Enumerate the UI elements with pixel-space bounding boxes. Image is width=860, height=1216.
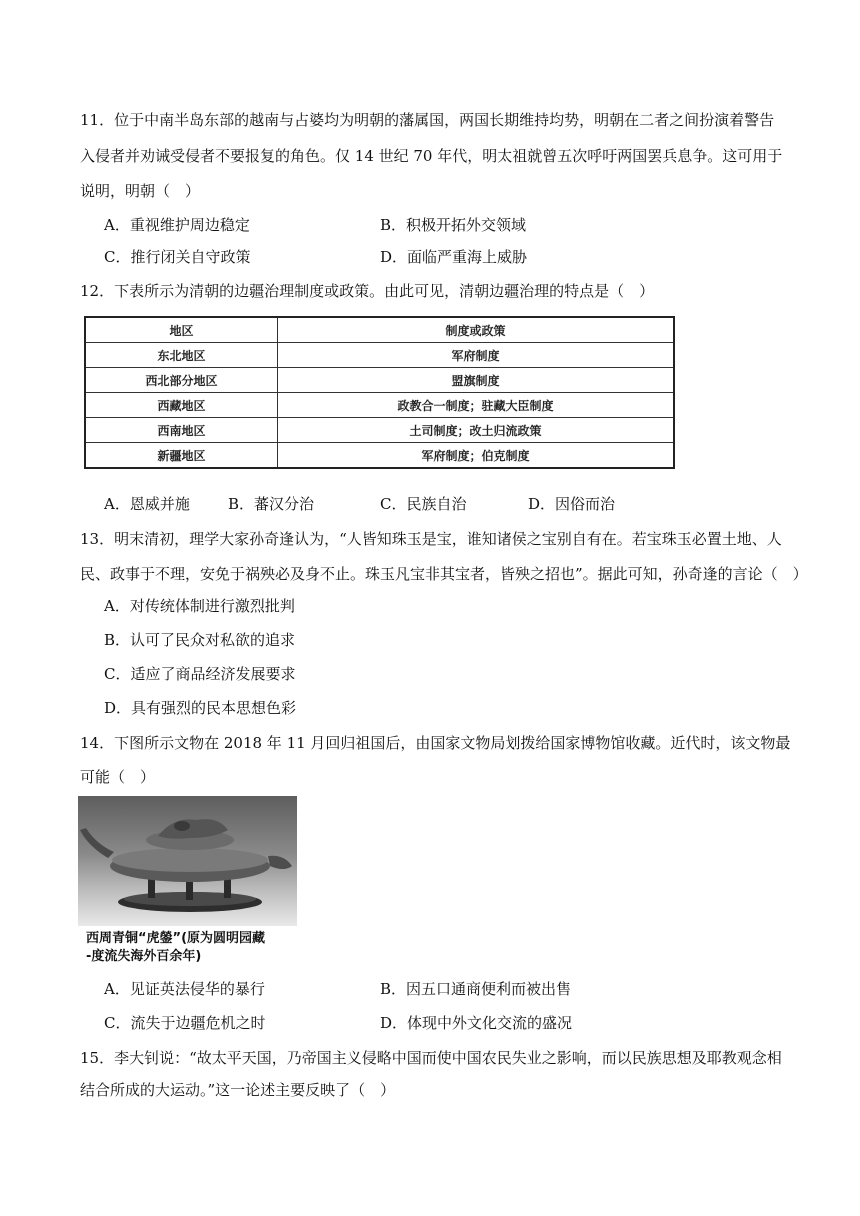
q13-option-a: A．对传统体制进行激烈批判 bbox=[104, 597, 295, 615]
table-cell-policy: 军府制度；伯克制度 bbox=[278, 443, 675, 469]
q15-stem-line-2: 结合所成的大运动。”这一论述主要反映了（ ） bbox=[80, 1081, 396, 1099]
q11-option-d: D．面临严重海上威胁 bbox=[380, 248, 528, 266]
table-row bbox=[85, 343, 674, 368]
table-cell-policy: 军府制度 bbox=[278, 343, 675, 368]
q12-option-d: D．因俗而治 bbox=[528, 495, 616, 513]
table-row bbox=[85, 443, 674, 469]
table-cell-policy: 土司制度；改土归流政策 bbox=[278, 418, 675, 443]
q12-stem-line-1: 12．下表所示为清朝的边疆治理制度或政策。由此可见，清朝边疆治理的特点是（ ） bbox=[80, 282, 655, 300]
q11-option-a: A．重视维护周边稳定 bbox=[104, 216, 250, 234]
table-cell-region: 西北部分地区 bbox=[85, 368, 278, 393]
table-header-policy: 制度或政策 bbox=[278, 317, 675, 343]
table-cell-region: 新疆地区 bbox=[85, 443, 278, 469]
q15-stem-line-1: 15．李大钊说：“故太平天国，乃帝国主义侵略中国而使中国农民失业之影响，而以民族思想及耶教观念相 bbox=[80, 1049, 782, 1067]
figure-caption-line-1: 西周青铜“虎鎣”(原为圆明园藏 bbox=[86, 931, 266, 946]
q13-stem-line-1: 13．明末清初，理学大家孙奇逢认为，“人皆知珠玉是宝，谁知诸侯之宝别自有在。若宝珠玉必置土地、人 bbox=[80, 530, 782, 548]
table-header-region: 地区 bbox=[85, 317, 278, 343]
q11-stem-line-2: 入侵者并劝诫受侵者不要报复的角色。仅 14 世纪 70 年代，明太祖就曾五次呼吁两国罢兵息争。这可用于 bbox=[80, 147, 783, 165]
q14-stem-line-1: 14．下图所示文物在 2018 年 11 月回归祖国后，由国家文物局划拨给国家博物馆收藏。近代时，该文物最 bbox=[80, 734, 791, 752]
q13-option-c: C．适应了商品经济发展要求 bbox=[104, 665, 296, 683]
q14-option-a: A．见证英法侵华的暴行 bbox=[104, 980, 265, 998]
table-cell-region: 西南地区 bbox=[85, 418, 278, 443]
table-header-row bbox=[85, 317, 674, 343]
table-row bbox=[85, 418, 674, 443]
q12-option-a: A．恩威并施 bbox=[104, 495, 190, 513]
figure-caption-line-2: -度流失海外百余年) bbox=[86, 949, 202, 964]
table-row bbox=[85, 393, 674, 418]
q14-option-d: D．体现中外文化交流的盛况 bbox=[380, 1014, 573, 1032]
table-cell-policy: 盟旗制度 bbox=[278, 368, 675, 393]
table-row bbox=[85, 368, 674, 393]
q11-option-c: C．推行闭关自守政策 bbox=[104, 248, 251, 266]
q14-option-c: C．流失于边疆危机之时 bbox=[104, 1014, 266, 1032]
q13-option-b: B．认可了民众对私欲的追求 bbox=[104, 631, 296, 649]
q11-option-b: B．积极开拓外交领域 bbox=[380, 216, 527, 234]
bronze-tiger-ying-photo bbox=[78, 796, 297, 926]
q11-stem-line-3: 说明，明朝（ ） bbox=[80, 182, 201, 200]
bronze-vessel-image bbox=[78, 796, 297, 926]
q14-option-b: B．因五口通商便利而被出售 bbox=[380, 980, 572, 998]
q12-option-c: C．民族自治 bbox=[380, 495, 467, 513]
q13-stem-line-2: 民、政事于不理，安免于祸殃必及身不止。珠玉凡宝非其宝者，皆殃之招也”。据此可知，孙奇逢的言论（ ） bbox=[80, 565, 808, 583]
governance-table bbox=[84, 316, 675, 469]
table-cell-region: 东北地区 bbox=[85, 343, 278, 368]
q11-stem-line-1: 11．位于中南半岛东部的越南与占婆均为明朝的藩属国，两国长期维持均势，明朝在二者之间扮演着警告 bbox=[80, 111, 775, 129]
table-cell-policy: 政教合一制度；驻藏大臣制度 bbox=[278, 393, 675, 418]
q13-option-d: D．具有强烈的民本思想色彩 bbox=[104, 699, 297, 717]
q14-stem-line-2: 可能（ ） bbox=[80, 768, 156, 786]
q12-option-b: B．蕃汉分治 bbox=[228, 495, 315, 513]
table-cell-region: 西藏地区 bbox=[85, 393, 278, 418]
